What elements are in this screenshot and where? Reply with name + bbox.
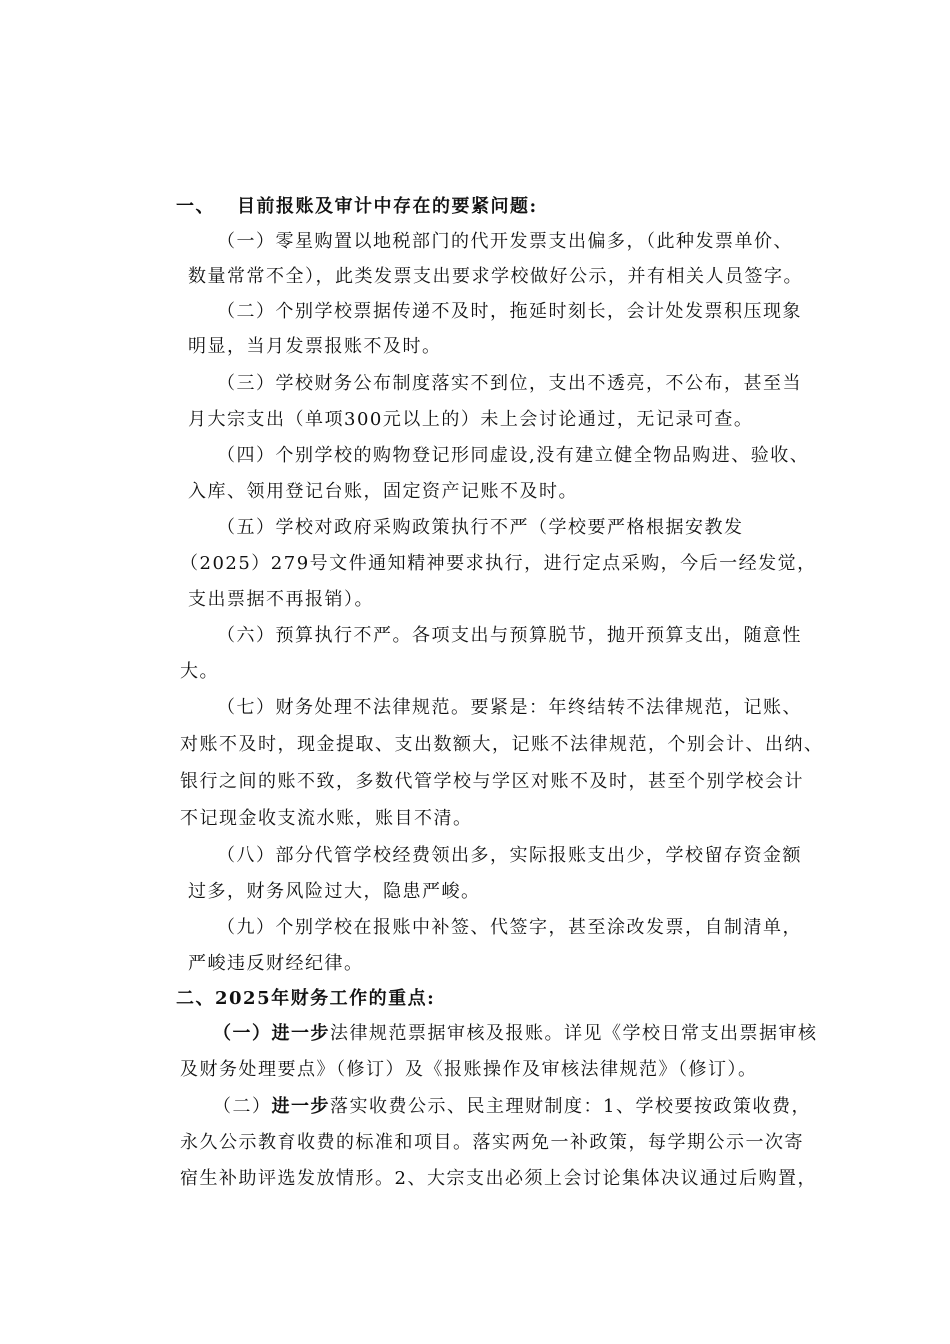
- item3-line2: 月大宗支出（单项300元以上的）未上会讨论通过，无记录可查。: [188, 409, 754, 430]
- item5-line2: （2025）279号文件通知精神要求执行，进行定点采购，今后一经发觉，: [180, 553, 817, 574]
- section1-heading-number: 一、: [176, 196, 215, 217]
- section2-p2-rest: 落实收费公示、民主理财制度：1、学校要按政策收费，: [330, 1096, 811, 1117]
- item8-line1: （八）部分代管学校经费领出多，实际报账支出少，学校留存资金额: [217, 845, 802, 866]
- item9-line2: 严峻违反财经纪律。: [188, 953, 364, 974]
- section2-p2-line3: 宿生补助评选发放情形。2、大宗支出必须上会讨论集体决议通过后购置，: [180, 1168, 817, 1189]
- item2-line2: 明显，当月发票报账不及时。: [188, 336, 442, 357]
- item5-line3: 支出票据不再报销）。: [188, 589, 374, 610]
- section2-p2-line1: [213, 1096, 811, 1118]
- item7-line4: 不记现金收支流水账，账目不清。: [180, 808, 473, 829]
- section2-p2-bold: 进一步: [271, 1096, 330, 1117]
- section2-p2-line2: 永久公示教育收费的标准和项目。落实两免一补政策，每学期公示一次寄: [180, 1132, 804, 1153]
- section1-heading-text: 目前报账及审计中存在的要紧问题:: [237, 196, 538, 217]
- item9-line1: （九）个别学校在报账中补签、代签字，甚至涂改发票，自制清单，: [217, 917, 802, 938]
- item5-line1: （五）学校对政府采购政策执行不严（学校要严格根据安教发: [217, 517, 744, 538]
- item7-line3: 银行之间的账不致，多数代管学校与学区对账不及时，甚至个别学校会计: [180, 771, 804, 792]
- section2-p1-line2: 及财务处理要点》（修订）及《报账操作及审核法律规范》（修订）。: [180, 1059, 758, 1080]
- item7-line2: 对账不及时，现金提取、支出数额大，记账不法律规范，个别会计、出纳、: [180, 734, 824, 755]
- item4-line2: 入库、领用登记台账，固定资产记账不及时。: [188, 481, 578, 502]
- section2-p1-rest: 法律规范票据审核及报账。详见《学校日常支出票据审核: [330, 1023, 818, 1044]
- item3-line1: （三）学校财务公布制度落实不到位，支出不透亮，不公布，甚至当: [217, 373, 802, 394]
- section2-p1-line1: [213, 1023, 818, 1045]
- item6-line1: （六）预算执行不严。各项支出与预算脱节，抛开预算支出，随意性: [217, 625, 802, 646]
- section2-p2-pre: （二）: [213, 1096, 272, 1117]
- item7-line1: （七）财务处理不法律规范。要紧是：年终结转不法律规范，记账、: [217, 697, 802, 718]
- item6-line2: 大。: [180, 661, 219, 682]
- item8-line2: 过多，财务风险过大，隐患严峻。: [188, 881, 481, 902]
- section1-heading: [176, 196, 538, 218]
- item4-line1: （四）个别学校的购物登记形同虚设,没有建立健全物品购进、验收、: [217, 445, 810, 466]
- section2-p1-prefix: （一）进一步: [213, 1023, 330, 1044]
- item2-line1: （二）个别学校票据传递不及时，拖延时刻长，会计处发票积压现象: [217, 301, 802, 322]
- section2-heading: 二、2025年财务工作的重点:: [176, 988, 436, 1009]
- item1-line1: （一）零星购置以地税部门的代开发票支出偏多，（此种发票单价、: [217, 231, 793, 252]
- item1-line2: 数量常常不全），此类发票支出要求学校做好公示，并有相关人员签字。: [188, 266, 803, 287]
